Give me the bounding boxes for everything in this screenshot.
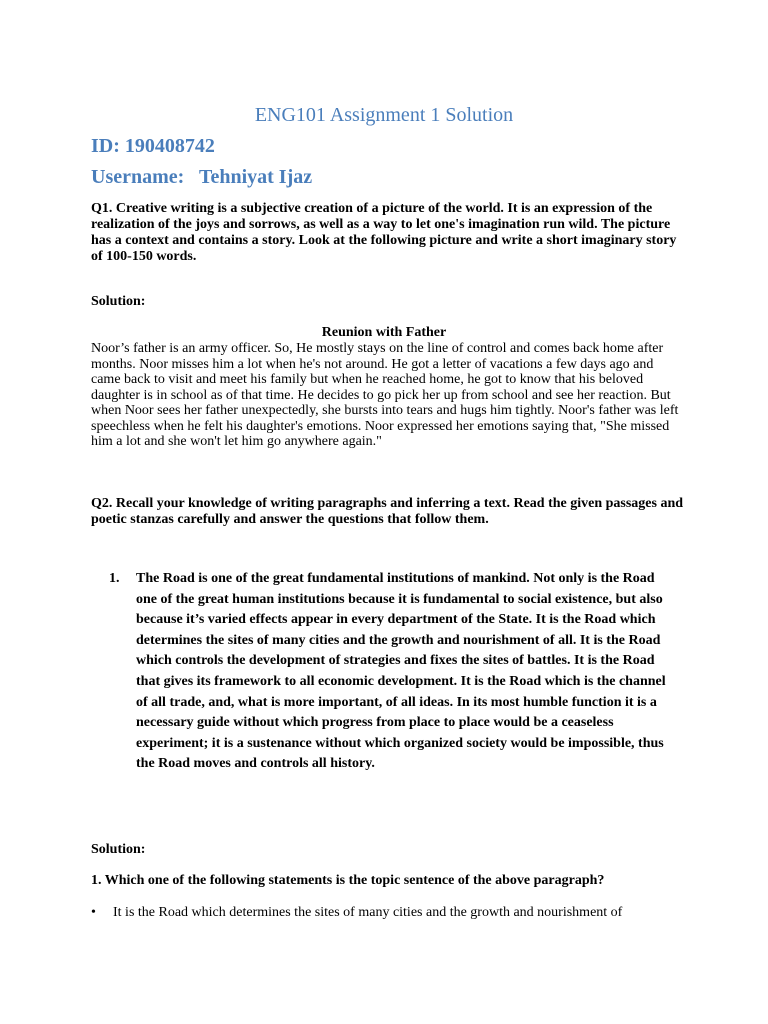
student-id: ID: 190408742 xyxy=(91,135,215,157)
passage-text: The Road is one of the great fundamental institutions of mankind. Not only is the Road one of the great human institutions because it is fundamental to social existence, but also because it’s varied effects appear in every department of the State. It is the Road which determines the sites of many cities and the growth and nourishment of all. It is the Road which controls the development of strategies and fixes the sites of battles. It is the Road that gives its framework to all economic development. It is the Road which is the channel of all trade, and, what is more important, of all ideas. In its most humble function it is a necessary guide without which progress from place to place would be a ceaseless experiment; it is a sustenance without which organized society would be impossible, thus the Road moves and controls all history. xyxy=(136,571,666,772)
story-title: Reunion with Father xyxy=(321,325,447,340)
student-username: Username: Tehniyat Ijaz xyxy=(91,166,313,188)
passage-number: 1. xyxy=(109,571,120,586)
question-2-prompt: Q2. Recall your knowledge of writing paragraphs and inferring a text. Read the given passages and poetic stanzas carefully and answer the questions that follow them. xyxy=(91,496,684,527)
passage-list-item xyxy=(109,569,669,775)
sub-question-1: 1. Which one of the following statements is the topic sentence of the above paragraph? xyxy=(91,873,605,888)
answer-option-text: It is the Road which determines the sites of many cities and the growth and nourishment of xyxy=(113,905,623,920)
question-1-prompt: Q1. Creative writing is a subjective creation of a picture of the world. It is an expression of the realization of the joys and sorrows, as well as a way to let one's imagination run wild. The picture has a context and contains a story. Look at the following picture and write a short imaginary story of 100-150 words. xyxy=(91,201,677,264)
document-title: ENG101 Assignment 1 Solution xyxy=(254,104,514,126)
answer-option xyxy=(91,905,691,921)
solution-label: Solution: xyxy=(91,294,146,309)
bullet-icon: • xyxy=(91,905,96,920)
solution-label-2: Solution: xyxy=(91,842,146,857)
story-body: Noor’s father is an army officer. So, He mostly stays on the line of control and comes back home after months. Noor misses him a lot when he's not around. He got a letter of vacations a few days ago and came back to visit and meet his family but when he reached home, he got to know that his beloved daughter is in school as of that time. He decides to go pick her up from school and see her reaction. But when Noor sees her father unexpectedly, she bursts into tears and hugs him tightly. Noor's father was left speechless when he felt his daughter's emotions. Noor expressed her emotions saying that, "She missed him a lot and she won't let him go anywhere again." xyxy=(91,341,679,449)
